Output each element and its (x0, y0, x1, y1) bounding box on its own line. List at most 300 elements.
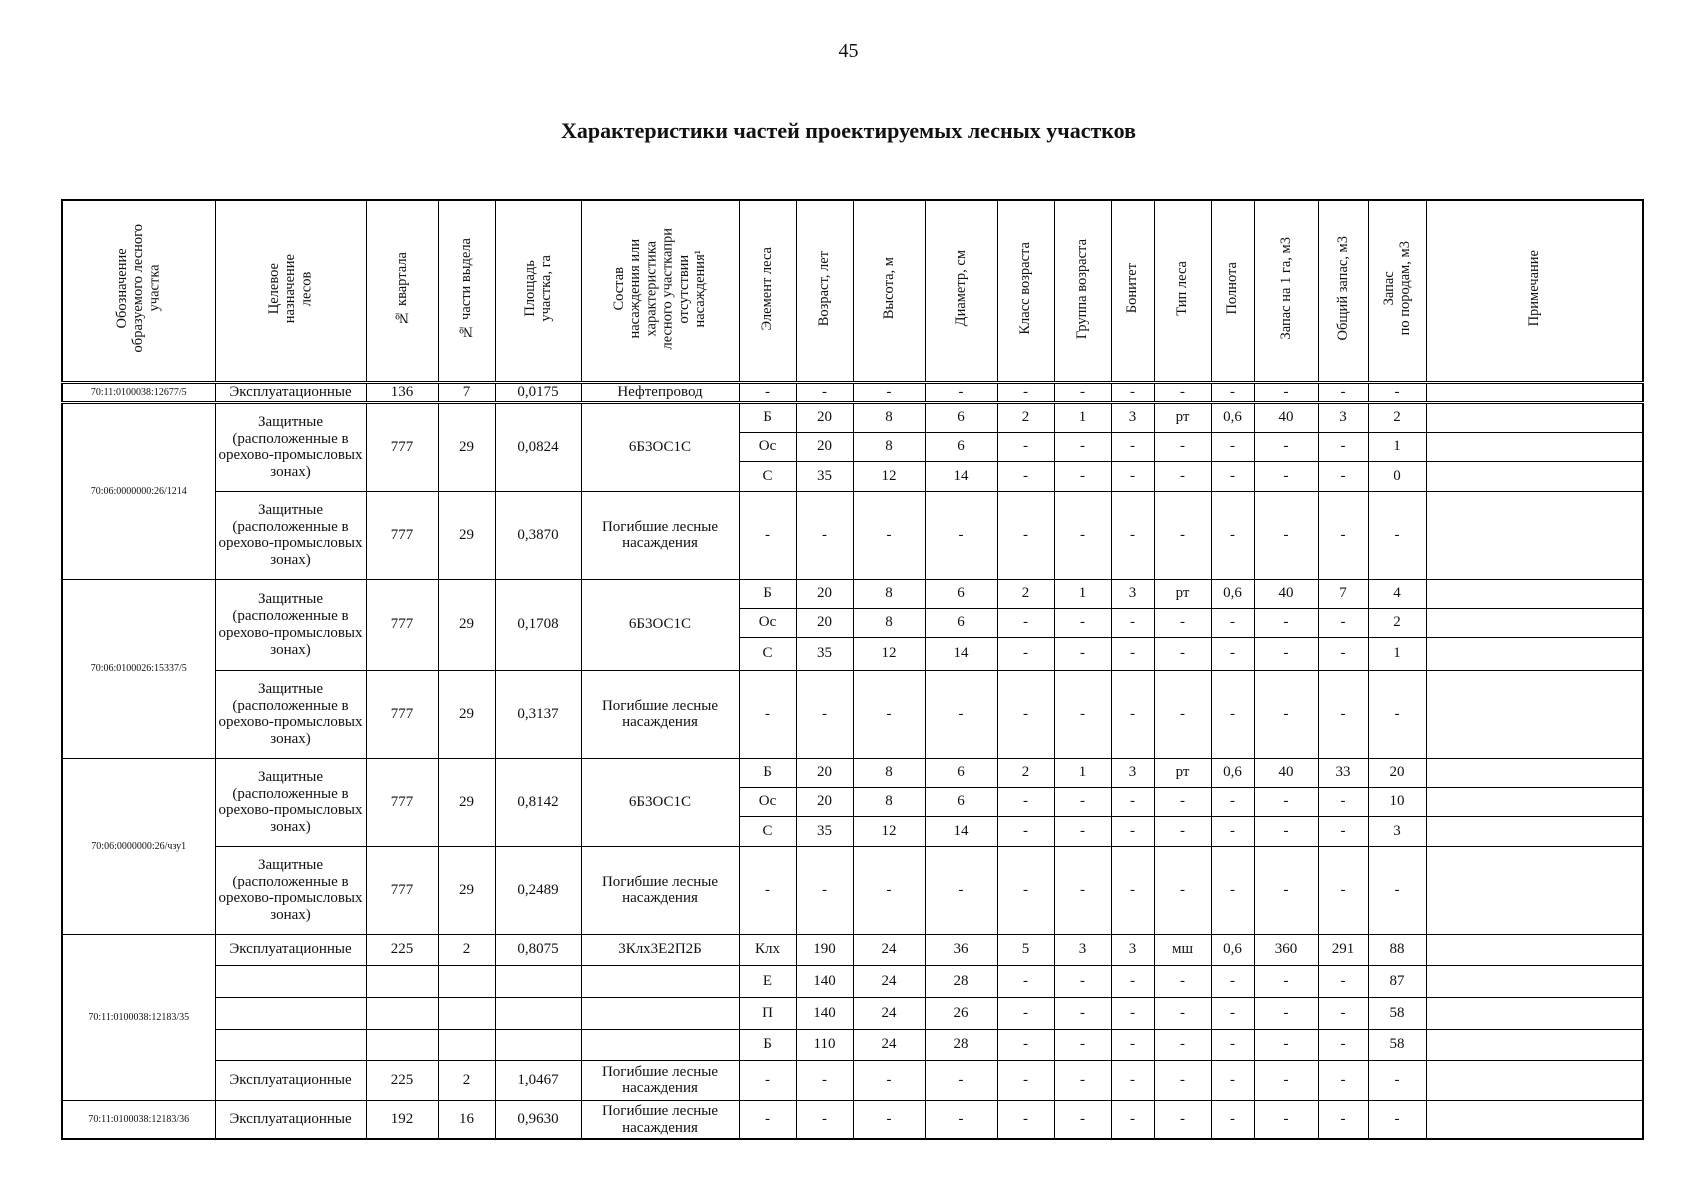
table-row (62, 1100, 1643, 1139)
purpose-cell: Защитные (расположенные в орехово-промысловых зонах) (215, 579, 366, 670)
part-cell: 7 (438, 383, 495, 403)
height-cell: 8 (853, 608, 925, 637)
species-stock-cell: 58 (1368, 1029, 1426, 1060)
age-cell: - (796, 670, 853, 758)
part-cell (438, 1029, 495, 1060)
height-cell: 24 (853, 934, 925, 965)
age-group-cell: - (1054, 608, 1111, 637)
age-group-cell: 1 (1054, 758, 1111, 787)
density-cell: - (1211, 608, 1254, 637)
bonitet-cell: - (1111, 461, 1154, 491)
composition-cell: 3Клх3Е2П2Б (581, 934, 739, 965)
header-forest-type: Тип леса (1154, 200, 1211, 383)
age-group-cell: - (1054, 383, 1111, 403)
purpose-cell (215, 965, 366, 997)
part-cell (438, 997, 495, 1029)
species-stock-cell: 3 (1368, 816, 1426, 846)
forest-type-cell: мш (1154, 934, 1211, 965)
forest-type-cell: рт (1154, 579, 1211, 608)
diameter-cell: - (925, 383, 997, 403)
age-group-cell: - (1054, 1029, 1111, 1060)
element-cell: С (739, 461, 796, 491)
age-group-cell: - (1054, 461, 1111, 491)
bonitet-cell: - (1111, 1100, 1154, 1139)
age-group-cell: - (1054, 1060, 1111, 1100)
header-diameter: Диаметр, см (925, 200, 997, 383)
stock-per-ha-cell: - (1254, 1029, 1318, 1060)
forest-type-cell: - (1154, 637, 1211, 670)
quarter-cell: 225 (366, 934, 438, 965)
density-cell: - (1211, 432, 1254, 461)
note-cell (1426, 1060, 1643, 1100)
total-stock-cell: - (1318, 1060, 1368, 1100)
part-cell: 2 (438, 1060, 495, 1100)
total-stock-cell: - (1318, 787, 1368, 816)
header-age-class: Класс возраста (997, 200, 1054, 383)
forest-type-cell: - (1154, 491, 1211, 579)
composition-cell: Погибшие лесные насаждения (581, 846, 739, 934)
element-cell: Б (739, 402, 796, 432)
total-stock-cell: - (1318, 997, 1368, 1029)
age-group-cell: - (1054, 491, 1111, 579)
age-class-cell: - (997, 383, 1054, 403)
table-row (62, 1060, 1643, 1100)
age-cell: 110 (796, 1029, 853, 1060)
area-cell (495, 1029, 581, 1060)
forest-type-cell: - (1154, 1100, 1211, 1139)
age-group-cell: 3 (1054, 934, 1111, 965)
bonitet-cell: - (1111, 1060, 1154, 1100)
header-composition: Состав насаждения или характеристика лесного участкапри отсутствии насаждения¹ (581, 200, 739, 383)
stock-per-ha-cell: - (1254, 637, 1318, 670)
area-cell: 0,0824 (495, 402, 581, 491)
quarter-cell: 192 (366, 1100, 438, 1139)
stock-per-ha-cell: - (1254, 461, 1318, 491)
part-cell: 29 (438, 758, 495, 846)
header-row (62, 200, 1643, 383)
height-cell: 24 (853, 997, 925, 1029)
header-plot-id: Обозначение образуемого лесного участка (62, 200, 215, 383)
stock-per-ha-cell: - (1254, 670, 1318, 758)
height-cell: 8 (853, 579, 925, 608)
area-cell: 0,2489 (495, 846, 581, 934)
height-cell: - (853, 670, 925, 758)
species-stock-cell: 88 (1368, 934, 1426, 965)
age-cell: - (796, 846, 853, 934)
bonitet-cell: - (1111, 383, 1154, 403)
part-cell: 2 (438, 934, 495, 965)
note-cell (1426, 608, 1643, 637)
density-cell: - (1211, 816, 1254, 846)
age-cell: 20 (796, 758, 853, 787)
element-cell: Ос (739, 608, 796, 637)
note-cell (1426, 846, 1643, 934)
part-cell: 29 (438, 579, 495, 670)
species-stock-cell: - (1368, 846, 1426, 934)
stock-per-ha-cell: 40 (1254, 579, 1318, 608)
header-note: Примечание (1426, 200, 1643, 383)
area-cell (495, 997, 581, 1029)
age-cell: 20 (796, 432, 853, 461)
bonitet-cell: - (1111, 997, 1154, 1029)
area-cell (495, 965, 581, 997)
stock-per-ha-cell: - (1254, 432, 1318, 461)
element-cell: - (739, 1060, 796, 1100)
header-stock-per-ha: Запас на 1 га, м3 (1254, 200, 1318, 383)
species-stock-cell: - (1368, 1100, 1426, 1139)
stock-per-ha-cell: - (1254, 846, 1318, 934)
density-cell: 0,6 (1211, 579, 1254, 608)
total-stock-cell: - (1318, 1029, 1368, 1060)
composition-cell (581, 965, 739, 997)
age-group-cell: 1 (1054, 579, 1111, 608)
composition-cell: 6Б3ОС1С (581, 579, 739, 670)
stock-per-ha-cell: - (1254, 965, 1318, 997)
part-cell (438, 965, 495, 997)
quarter-cell: 777 (366, 846, 438, 934)
element-cell: П (739, 997, 796, 1029)
density-cell: - (1211, 1100, 1254, 1139)
age-group-cell: - (1054, 846, 1111, 934)
quarter-cell: 136 (366, 383, 438, 403)
diameter-cell: 36 (925, 934, 997, 965)
composition-cell: Погибшие лесные насаждения (581, 1060, 739, 1100)
forest-type-cell: - (1154, 997, 1211, 1029)
plot-id-cell: 70:11:0100038:12677/5 (62, 383, 215, 403)
header-age: Возраст, лет (796, 200, 853, 383)
forest-type-cell: - (1154, 787, 1211, 816)
total-stock-cell: - (1318, 491, 1368, 579)
part-cell: 29 (438, 491, 495, 579)
height-cell: - (853, 383, 925, 403)
bonitet-cell: 3 (1111, 402, 1154, 432)
stock-per-ha-cell: - (1254, 816, 1318, 846)
quarter-cell: 777 (366, 491, 438, 579)
height-cell: - (853, 491, 925, 579)
bonitet-cell: - (1111, 432, 1154, 461)
table-row (62, 383, 1643, 403)
header-species-stock: Запас по породам, м3 (1368, 200, 1426, 383)
purpose-cell (215, 997, 366, 1029)
forest-type-cell: - (1154, 383, 1211, 403)
quarter-cell: 225 (366, 1060, 438, 1100)
table-row (62, 1029, 1643, 1060)
age-cell: 35 (796, 461, 853, 491)
composition-cell: Погибшие лесные насаждения (581, 670, 739, 758)
table-row (62, 579, 1643, 608)
total-stock-cell: - (1318, 965, 1368, 997)
age-cell: 140 (796, 965, 853, 997)
purpose-cell: Защитные (расположенные в орехово-промысловых зонах) (215, 402, 366, 491)
area-cell: 0,0175 (495, 383, 581, 403)
age-class-cell: 2 (997, 579, 1054, 608)
stock-per-ha-cell: 40 (1254, 402, 1318, 432)
age-class-cell: - (997, 608, 1054, 637)
total-stock-cell: 3 (1318, 402, 1368, 432)
purpose-cell: Защитные (расположенные в орехово-промысловых зонах) (215, 670, 366, 758)
species-stock-cell: - (1368, 1060, 1426, 1100)
forest-type-cell: - (1154, 816, 1211, 846)
forest-type-cell: - (1154, 1060, 1211, 1100)
part-cell: 29 (438, 670, 495, 758)
bonitet-cell: - (1111, 787, 1154, 816)
forest-type-cell: - (1154, 965, 1211, 997)
note-cell (1426, 402, 1643, 432)
element-cell: - (739, 846, 796, 934)
age-cell: 20 (796, 787, 853, 816)
total-stock-cell: - (1318, 461, 1368, 491)
diameter-cell: - (925, 846, 997, 934)
element-cell: - (739, 491, 796, 579)
diameter-cell: 28 (925, 1029, 997, 1060)
plot-id-cell: 70:11:0100038:12183/36 (62, 1100, 215, 1139)
bonitet-cell: 3 (1111, 758, 1154, 787)
quarter-cell (366, 965, 438, 997)
density-cell: 0,6 (1211, 402, 1254, 432)
stock-per-ha-cell: - (1254, 491, 1318, 579)
density-cell: - (1211, 461, 1254, 491)
diameter-cell: 6 (925, 432, 997, 461)
part-cell: 29 (438, 846, 495, 934)
density-cell: - (1211, 1029, 1254, 1060)
species-stock-cell: 0 (1368, 461, 1426, 491)
age-class-cell: - (997, 637, 1054, 670)
element-cell: Ос (739, 787, 796, 816)
table-row (62, 670, 1643, 758)
note-cell (1426, 934, 1643, 965)
composition-cell: 6Б3ОС1С (581, 758, 739, 846)
header-element: Элемент леса (739, 200, 796, 383)
age-class-cell: 2 (997, 402, 1054, 432)
age-group-cell: - (1054, 432, 1111, 461)
species-stock-cell: 58 (1368, 997, 1426, 1029)
species-stock-cell: - (1368, 383, 1426, 403)
age-cell: 140 (796, 997, 853, 1029)
total-stock-cell: 291 (1318, 934, 1368, 965)
composition-cell (581, 997, 739, 1029)
height-cell: 24 (853, 965, 925, 997)
composition-cell: Нефтепровод (581, 383, 739, 403)
total-stock-cell: - (1318, 637, 1368, 670)
height-cell: 8 (853, 432, 925, 461)
note-cell (1426, 637, 1643, 670)
species-stock-cell: 1 (1368, 432, 1426, 461)
bonitet-cell: - (1111, 608, 1154, 637)
purpose-cell: Защитные (расположенные в орехово-промысловых зонах) (215, 758, 366, 846)
age-class-cell: 2 (997, 758, 1054, 787)
stock-per-ha-cell: - (1254, 608, 1318, 637)
age-cell: 35 (796, 816, 853, 846)
age-group-cell: - (1054, 965, 1111, 997)
note-cell (1426, 383, 1643, 403)
age-cell: 190 (796, 934, 853, 965)
plot-id-cell: 70:06:0100026:15337/5 (62, 579, 215, 758)
plot-id-cell: 70:06:0000000:26/чзу1 (62, 758, 215, 934)
height-cell: 8 (853, 787, 925, 816)
area-cell: 0,8142 (495, 758, 581, 846)
species-stock-cell: 87 (1368, 965, 1426, 997)
age-group-cell: - (1054, 816, 1111, 846)
density-cell: - (1211, 491, 1254, 579)
purpose-cell: Эксплуатационные (215, 383, 366, 403)
bonitet-cell: - (1111, 670, 1154, 758)
density-cell: - (1211, 1060, 1254, 1100)
purpose-cell: Эксплуатационные (215, 1060, 366, 1100)
composition-cell (581, 1029, 739, 1060)
density-cell: - (1211, 787, 1254, 816)
diameter-cell: 14 (925, 816, 997, 846)
element-cell: Б (739, 758, 796, 787)
quarter-cell: 777 (366, 579, 438, 670)
total-stock-cell: - (1318, 608, 1368, 637)
stock-per-ha-cell: - (1254, 1100, 1318, 1139)
note-cell (1426, 461, 1643, 491)
height-cell: 12 (853, 816, 925, 846)
species-stock-cell: 1 (1368, 637, 1426, 670)
total-stock-cell: - (1318, 670, 1368, 758)
density-cell: - (1211, 637, 1254, 670)
age-class-cell: - (997, 670, 1054, 758)
bonitet-cell: - (1111, 1029, 1154, 1060)
diameter-cell: 6 (925, 608, 997, 637)
note-cell (1426, 1029, 1643, 1060)
element-cell: Ос (739, 432, 796, 461)
header-height: Высота, м (853, 200, 925, 383)
diameter-cell: 14 (925, 637, 997, 670)
age-class-cell: - (997, 965, 1054, 997)
stock-per-ha-cell: - (1254, 997, 1318, 1029)
age-cell: 20 (796, 402, 853, 432)
diameter-cell: - (925, 491, 997, 579)
age-class-cell: - (997, 997, 1054, 1029)
age-class-cell: - (997, 461, 1054, 491)
quarter-cell: 777 (366, 670, 438, 758)
species-stock-cell: 4 (1368, 579, 1426, 608)
total-stock-cell: - (1318, 432, 1368, 461)
species-stock-cell: - (1368, 670, 1426, 758)
forest-type-cell: - (1154, 846, 1211, 934)
height-cell: - (853, 1100, 925, 1139)
plot-id-cell: 70:11:0100038:12183/35 (62, 934, 215, 1100)
age-class-cell: 5 (997, 934, 1054, 965)
element-cell: С (739, 637, 796, 670)
diameter-cell: - (925, 1060, 997, 1100)
density-cell: - (1211, 965, 1254, 997)
header-age-group: Группа возраста (1054, 200, 1111, 383)
element-cell: С (739, 816, 796, 846)
age-cell: 20 (796, 579, 853, 608)
stock-per-ha-cell: - (1254, 787, 1318, 816)
quarter-cell: 777 (366, 402, 438, 491)
total-stock-cell: 33 (1318, 758, 1368, 787)
diameter-cell: 28 (925, 965, 997, 997)
table-row (62, 965, 1643, 997)
age-class-cell: - (997, 1029, 1054, 1060)
diameter-cell: 6 (925, 758, 997, 787)
total-stock-cell: - (1318, 816, 1368, 846)
note-cell (1426, 1100, 1643, 1139)
age-group-cell: - (1054, 637, 1111, 670)
bonitet-cell: - (1111, 965, 1154, 997)
note-cell (1426, 491, 1643, 579)
forest-type-cell: - (1154, 432, 1211, 461)
bonitet-cell: - (1111, 491, 1154, 579)
quarter-cell (366, 1029, 438, 1060)
header-density: Полнота (1211, 200, 1254, 383)
age-group-cell: - (1054, 670, 1111, 758)
forest-plots-table (61, 199, 1644, 1140)
quarter-cell: 777 (366, 758, 438, 846)
area-cell: 1,0467 (495, 1060, 581, 1100)
bonitet-cell: 3 (1111, 934, 1154, 965)
note-cell (1426, 579, 1643, 608)
stock-per-ha-cell: - (1254, 1060, 1318, 1100)
age-cell: - (796, 491, 853, 579)
height-cell: 12 (853, 637, 925, 670)
age-cell: - (796, 383, 853, 403)
table-row (62, 846, 1643, 934)
height-cell: 8 (853, 402, 925, 432)
age-group-cell: - (1054, 997, 1111, 1029)
purpose-cell (215, 1029, 366, 1060)
bonitet-cell: - (1111, 816, 1154, 846)
note-cell (1426, 432, 1643, 461)
diameter-cell: 6 (925, 787, 997, 816)
table-row (62, 758, 1643, 787)
total-stock-cell: - (1318, 846, 1368, 934)
height-cell: - (853, 846, 925, 934)
age-cell: - (796, 1060, 853, 1100)
area-cell: 0,8075 (495, 934, 581, 965)
header-quarter: № квартала (366, 200, 438, 383)
total-stock-cell: - (1318, 1100, 1368, 1139)
forest-type-cell: - (1154, 608, 1211, 637)
age-class-cell: - (997, 491, 1054, 579)
total-stock-cell: 7 (1318, 579, 1368, 608)
composition-cell: Погибшие лесные насаждения (581, 1100, 739, 1139)
diameter-cell: - (925, 1100, 997, 1139)
height-cell: 12 (853, 461, 925, 491)
table-row (62, 934, 1643, 965)
forest-type-cell: - (1154, 1029, 1211, 1060)
header-bonitet: Бонитет (1111, 200, 1154, 383)
note-cell (1426, 758, 1643, 787)
height-cell: 24 (853, 1029, 925, 1060)
purpose-cell: Защитные (расположенные в орехово-промысловых зонах) (215, 491, 366, 579)
age-cell: 35 (796, 637, 853, 670)
density-cell: - (1211, 670, 1254, 758)
species-stock-cell: 10 (1368, 787, 1426, 816)
part-cell: 29 (438, 402, 495, 491)
stock-per-ha-cell: 360 (1254, 934, 1318, 965)
purpose-cell: Защитные (расположенные в орехово-промысловых зонах) (215, 846, 366, 934)
area-cell: 0,1708 (495, 579, 581, 670)
table-row (62, 402, 1643, 432)
bonitet-cell: - (1111, 637, 1154, 670)
table-row (62, 491, 1643, 579)
header-total-stock: Общий запас, м3 (1318, 200, 1368, 383)
stock-per-ha-cell: 40 (1254, 758, 1318, 787)
element-cell: - (739, 1100, 796, 1139)
purpose-cell: Эксплуатационные (215, 934, 366, 965)
header-part: № части выдела (438, 200, 495, 383)
bonitet-cell: - (1111, 846, 1154, 934)
diameter-cell: 26 (925, 997, 997, 1029)
page-number: 45 (838, 40, 859, 62)
element-cell: Клх (739, 934, 796, 965)
element-cell: - (739, 383, 796, 403)
species-stock-cell: 20 (1368, 758, 1426, 787)
